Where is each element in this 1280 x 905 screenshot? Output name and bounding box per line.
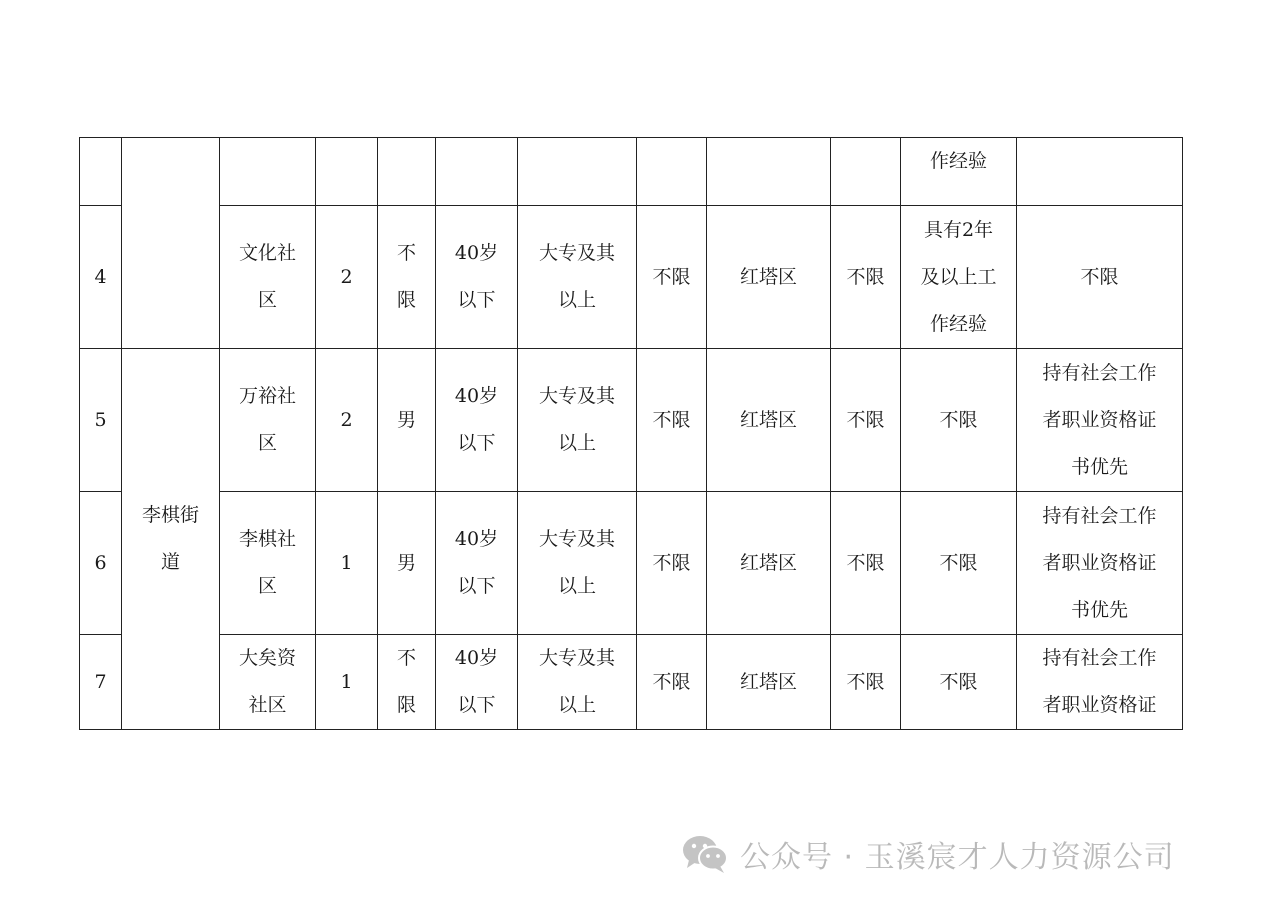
table-cell-political xyxy=(831,138,901,206)
table-cell-household: 红塔区 xyxy=(707,635,831,730)
table-cell-political: 不限 xyxy=(831,349,901,492)
table-cell-count: 1 xyxy=(316,635,378,730)
table-cell-id: 7 xyxy=(80,635,122,730)
table-cell-street xyxy=(122,138,220,349)
table-cell-political: 不限 xyxy=(831,492,901,635)
table-cell-education xyxy=(518,138,637,206)
table-cell-community: 万裕社区 xyxy=(220,349,316,492)
table-cell-age: 40岁以下 xyxy=(436,349,518,492)
watermark xyxy=(682,832,1175,876)
table-cell-gender: 男 xyxy=(378,492,436,635)
table-cell-experience: 不限 xyxy=(901,492,1017,635)
table-cell-major xyxy=(637,138,707,206)
table-cell-experience: 不限 xyxy=(901,635,1017,730)
table-cell-education: 大专及其以上 xyxy=(518,492,637,635)
table-cell-major: 不限 xyxy=(637,635,707,730)
table-cell-political: 不限 xyxy=(831,635,901,730)
table-cell-other xyxy=(1017,138,1183,206)
job-table xyxy=(79,137,1183,730)
table-cell-education: 大专及其以上 xyxy=(518,635,637,730)
table-cell-age xyxy=(436,138,518,206)
table-cell-other: 持有社会工作者职业资格证 xyxy=(1017,635,1183,730)
table-cell-community: 大矣资社区 xyxy=(220,635,316,730)
table-cell-other: 不限 xyxy=(1017,206,1183,349)
table-cell-age: 40岁以下 xyxy=(436,206,518,349)
watermark-text: 公众号 · 玉溪宸才人力资源公司 xyxy=(740,840,1175,875)
table-cell-major: 不限 xyxy=(637,349,707,492)
table-cell-community: 文化社区 xyxy=(220,206,316,349)
table-cell-id xyxy=(80,138,122,206)
table-row xyxy=(80,138,1183,206)
table-cell-id: 4 xyxy=(80,206,122,349)
table-cell-household: 红塔区 xyxy=(707,492,831,635)
table-cell-major: 不限 xyxy=(637,206,707,349)
table-cell-major: 不限 xyxy=(637,492,707,635)
table-cell-community xyxy=(220,138,316,206)
table-cell-experience: 具有2年及以上工作经验 xyxy=(901,206,1017,349)
table-cell-age: 40岁以下 xyxy=(436,635,518,730)
table-cell-count: 1 xyxy=(316,492,378,635)
table-row xyxy=(80,349,1183,492)
table-cell-gender: 男 xyxy=(378,349,436,492)
table-cell-experience: 作经验 xyxy=(901,138,1017,206)
table-cell-gender xyxy=(378,138,436,206)
table-cell-community: 李棋社区 xyxy=(220,492,316,635)
table-cell-household: 红塔区 xyxy=(707,349,831,492)
table-row xyxy=(80,206,1183,349)
table-cell-household: 红塔区 xyxy=(707,206,831,349)
wechat-icon xyxy=(682,833,730,875)
table-cell-education: 大专及其以上 xyxy=(518,206,637,349)
table-cell-gender: 不限 xyxy=(378,635,436,730)
table-cell-household xyxy=(707,138,831,206)
table-cell-id: 5 xyxy=(80,349,122,492)
table-row xyxy=(80,635,1183,730)
table-cell-gender: 不限 xyxy=(378,206,436,349)
table-cell-age: 40岁以下 xyxy=(436,492,518,635)
table-row xyxy=(80,492,1183,635)
table-cell-street: 李棋街道 xyxy=(122,349,220,730)
table-cell-other: 持有社会工作者职业资格证书优先 xyxy=(1017,349,1183,492)
table-cell-other: 持有社会工作者职业资格证书优先 xyxy=(1017,492,1183,635)
table-cell-id: 6 xyxy=(80,492,122,635)
table-cell-experience: 不限 xyxy=(901,349,1017,492)
table-cell-count xyxy=(316,138,378,206)
table-cell-political: 不限 xyxy=(831,206,901,349)
table-cell-count: 2 xyxy=(316,349,378,492)
table-cell-count: 2 xyxy=(316,206,378,349)
table-cell-education: 大专及其以上 xyxy=(518,349,637,492)
